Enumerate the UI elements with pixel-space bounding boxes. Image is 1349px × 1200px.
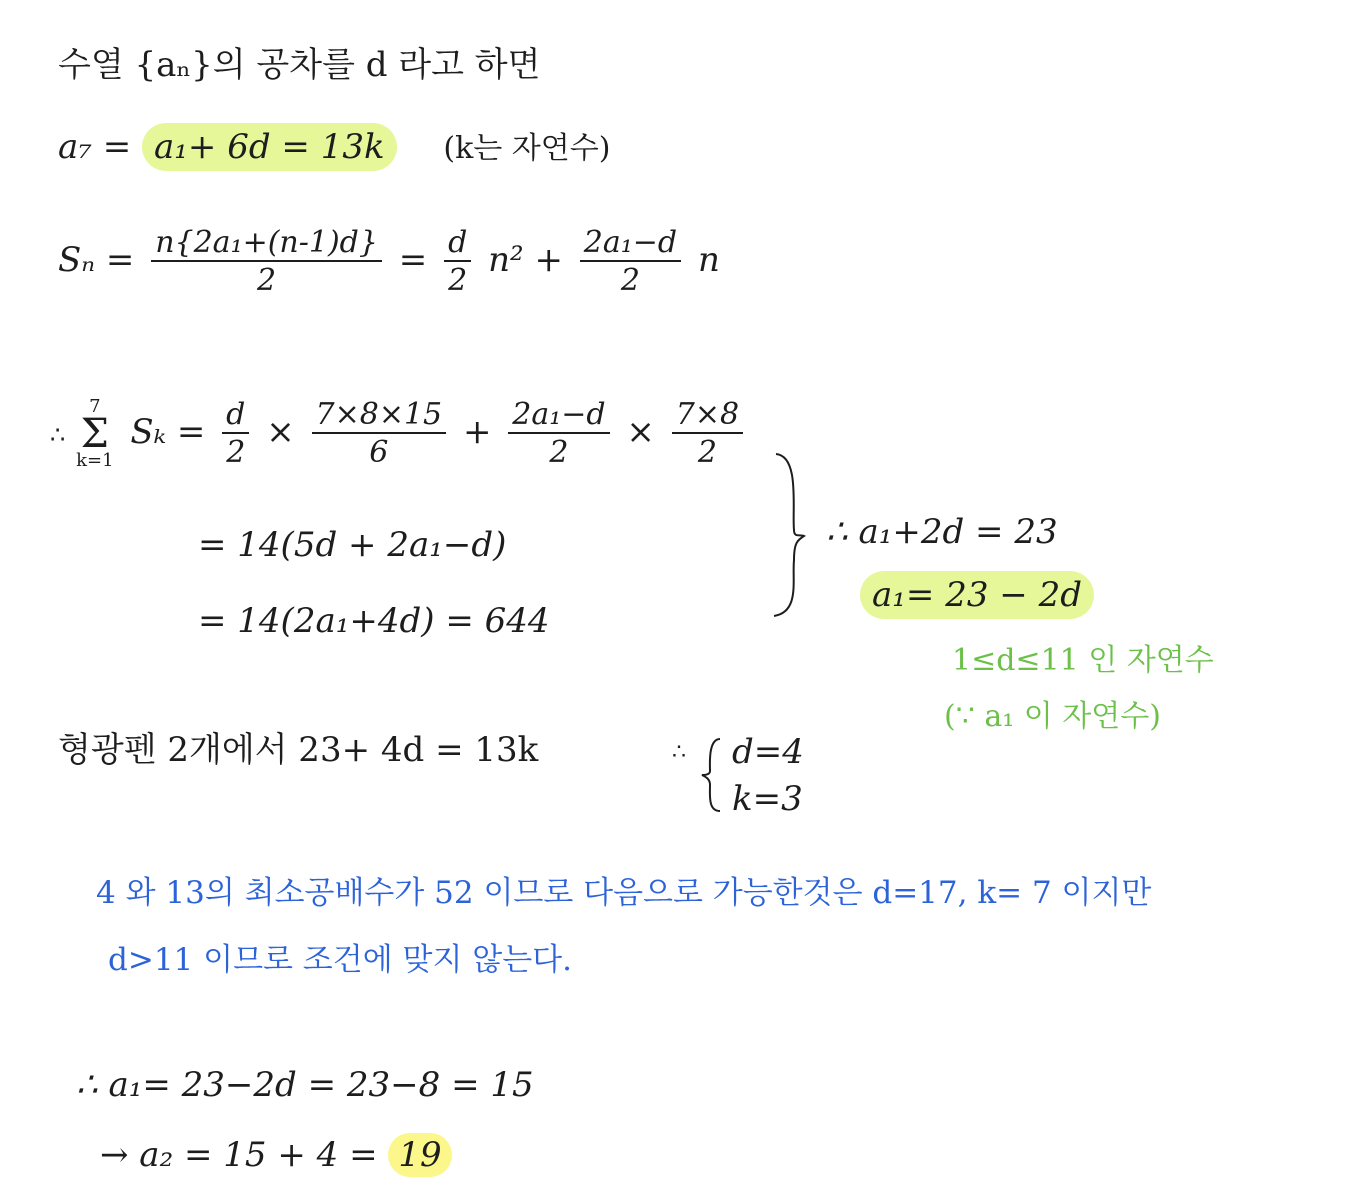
sn-frac1-den: 2 <box>257 263 277 298</box>
system-d: d=4 <box>732 732 804 772</box>
sn-formula <box>58 225 720 298</box>
sum-step2: = 14(2a₁+4d) = 644 <box>198 601 550 641</box>
condition-note: d>11 이므로 조건에 맞지 않는다. <box>108 942 572 978</box>
result-a1-highlight: a₁= 23 − 2d <box>860 571 1094 619</box>
final-a2-lhs: → a₂ = 15 + 4 = <box>100 1135 378 1175</box>
sn-frac3-num: 2a₁−d <box>580 228 681 262</box>
sum-frac1 <box>222 397 249 470</box>
lcm-explanation: 4 와 13의 최소공배수가 52 이므로 다음으로 가능한것은 d=17, k= 7 이지만 <box>96 875 1152 911</box>
sum-frac4 <box>672 397 743 470</box>
a7-lhs: a₇ = <box>58 127 132 167</box>
plus: + <box>462 412 492 452</box>
times2: × <box>626 412 655 452</box>
range-note: 1≤d≤11 인 자연수 <box>952 643 1214 678</box>
k-note: (k는 자연수) <box>443 131 611 166</box>
final-a2 <box>100 1135 452 1175</box>
sum-step1: = 14(5d + 2a₁−d) <box>198 525 507 565</box>
sn-tail: n <box>697 240 720 280</box>
system-brace <box>700 735 724 815</box>
sn-frac2-num: d <box>444 228 471 262</box>
sum-frac1-num: d <box>222 400 249 434</box>
sn-frac2-den: 2 <box>448 263 468 298</box>
reason-note: (∵ a₁ 이 자연수) <box>944 699 1161 734</box>
sum-frac3 <box>508 397 609 470</box>
sum-frac3-den: 2 <box>549 435 569 470</box>
result-a1-2d: ∴ a₁+2d = 23 <box>826 512 1058 552</box>
sn-eq: = <box>398 240 428 280</box>
times1: × <box>266 412 295 452</box>
right-brace <box>770 450 810 620</box>
sigma-symbol: Σ <box>80 411 109 457</box>
system-therefore: ∴ <box>672 740 686 765</box>
a7-highlight: a₁+ 6d = 13k <box>142 123 397 171</box>
sigma-top: 7 <box>89 396 101 417</box>
sum-frac3-num: 2a₁−d <box>508 400 609 434</box>
therefore-symbol: ∴ <box>50 421 66 449</box>
final-a1: ∴ a₁= 23−2d = 23−8 = 15 <box>76 1065 534 1105</box>
sum-term: Sₖ = <box>130 412 206 452</box>
sn-frac3-den: 2 <box>620 263 640 298</box>
sum-frac2 <box>312 397 447 470</box>
result-a1-highlight-wrap <box>860 575 1094 615</box>
sn-mid: n² + <box>488 240 563 280</box>
intro-line: 수열 {aₙ}의 공차를 d 라고 하면 <box>58 45 541 85</box>
sum-frac2-num: 7×8×15 <box>312 400 447 434</box>
a7-line <box>58 127 611 167</box>
sum-frac4-num: 7×8 <box>672 400 743 434</box>
sum-frac1-den: 2 <box>226 435 246 470</box>
sum-frac2-den: 6 <box>369 435 389 470</box>
sigma-bottom: k=1 <box>76 450 114 471</box>
sn-frac1 <box>151 225 382 298</box>
highlight-equation-line: 형광펜 2개에서 23+ 4d = 13k <box>58 730 539 770</box>
sn-frac2 <box>444 225 471 298</box>
sigma <box>76 398 113 470</box>
sn-lhs: Sₙ = <box>58 240 135 280</box>
system-k: k=3 <box>732 779 803 819</box>
final-answer: 19 <box>388 1133 451 1177</box>
sn-frac1-num: n{2a₁+(n-1)d} <box>151 228 382 262</box>
sum-frac4-den: 2 <box>697 435 717 470</box>
sn-frac3 <box>580 225 681 298</box>
sum-formula <box>50 398 749 470</box>
